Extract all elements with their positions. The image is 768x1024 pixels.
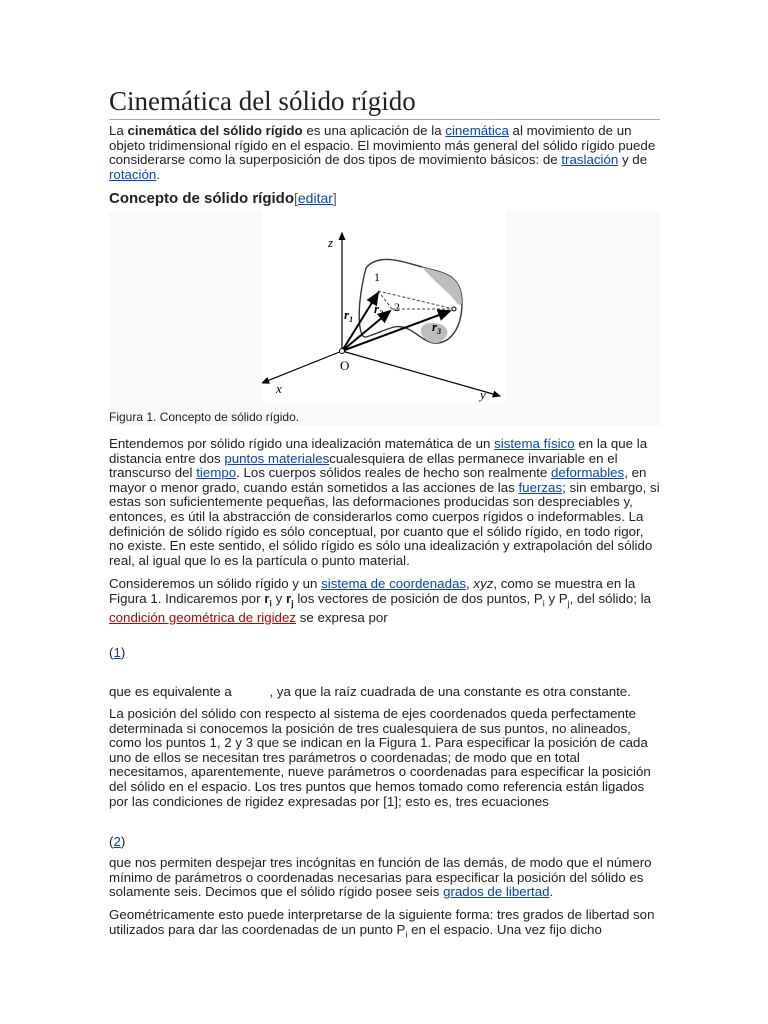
equation-2-link[interactable]: 2 xyxy=(113,834,121,849)
link-puntos-materiales[interactable]: puntos materiales xyxy=(224,450,330,466)
link-traslacion[interactable]: traslación xyxy=(561,152,619,168)
figure-caption: Figura 1. Concepto de sólido rígido. xyxy=(109,410,300,424)
text: La xyxy=(109,123,128,138)
paragraph-definition xyxy=(109,437,660,568)
point-3 xyxy=(452,307,456,311)
paragraph-coordinates xyxy=(109,577,660,625)
text: , del sólido; la xyxy=(569,590,651,606)
r1-label: $r_1$ xyxy=(344,307,354,324)
text: y P xyxy=(544,590,568,606)
y-label: y xyxy=(480,387,486,402)
x-axis xyxy=(262,351,342,383)
text: al movimiento de un objeto tridimensional rígido en el espacio. El movimiento más general del sólido rígido puede considerarse como la superposición de dos tipos de movimiento básicos: de xyxy=(109,123,656,168)
r2-label: $r_2$ xyxy=(374,301,384,318)
text: y xyxy=(271,590,286,606)
origin-point xyxy=(340,349,345,354)
equation-1-link[interactable]: 1 xyxy=(113,645,121,660)
text: es una aplicación de la xyxy=(302,123,446,138)
figure-box xyxy=(109,211,660,426)
text: que es equivalente a xyxy=(109,684,236,699)
subscript: j xyxy=(567,598,570,609)
paragraph-geometric xyxy=(109,908,660,942)
link-rotacion[interactable]: rotación xyxy=(109,166,157,182)
edit-section xyxy=(294,190,337,206)
text: , como se muestra en la Figura 1. Indicaremos por xyxy=(109,576,636,606)
text: , xyxy=(466,576,474,591)
text: Geométricamente esto puede interpretarse de la siguiente forma: tres grados de libertad son utilizados para dar las coordenadas de un punto P xyxy=(109,907,655,937)
text: . xyxy=(156,166,161,182)
subscript: i xyxy=(542,598,545,609)
text: que nos permiten despejar tres incógnitas en función de las demás, de modo que el número mínimo de parámetros o coordenadas necesarias para especificar la posición del sólido es solamente seis. Decimos que el sólido rígido posee seis xyxy=(109,855,652,900)
section-heading xyxy=(109,188,660,209)
r3-label: $r_3$ xyxy=(432,319,442,336)
link-cinematica[interactable]: cinemática xyxy=(445,123,509,138)
link-sistema-coordenadas[interactable]: sistema de coordenadas xyxy=(321,576,467,591)
figure-image xyxy=(262,211,506,403)
rigid-body-diagram xyxy=(262,211,506,403)
equation-2-ref: (2) xyxy=(109,834,126,849)
italic-xyz: xyz xyxy=(473,576,494,591)
text: se expresa por xyxy=(296,609,388,625)
point-1-label: 1 xyxy=(374,270,380,284)
text: Consideremos un sólido rígido y un xyxy=(109,576,322,591)
text: , en mayor o menor grado, cuando están sometidos a las acciones de las xyxy=(109,465,647,495)
text: cualesquiera de ellas permanece invariable en el transcurso del xyxy=(109,450,618,481)
link-fuerzas[interactable]: fuerzas xyxy=(518,479,563,495)
section-title: Concepto de sólido rígido xyxy=(109,190,294,207)
link-sistema-fisico[interactable]: sistema físico xyxy=(494,436,575,451)
text: y de xyxy=(618,152,648,168)
paragraph-degrees xyxy=(109,856,660,900)
text: . xyxy=(549,884,554,900)
y-axis xyxy=(342,351,500,396)
text: los vectores de posición de dos puntos, P xyxy=(293,590,543,606)
text: , ya que la raíz cuadrada de una constante es otra constante. xyxy=(269,684,631,699)
bracket: [ xyxy=(294,190,298,206)
link-grados-libertad[interactable]: grados de libertad xyxy=(443,884,550,900)
text: en la que la distancia entre dos xyxy=(109,436,648,466)
origin-label: O xyxy=(340,358,350,373)
page-title: Cinemática del sólido rígido xyxy=(109,84,660,120)
link-deformables[interactable]: deformables xyxy=(551,465,625,481)
text: ; sin embargo, si estas son suficientemente pequeñas, las deformaciones producidas son despreciables y, entonces, es útil la abstracción de considerarlos como cuerpos rígidos o indeformables. La definición de sólido rígido es sólo conceptual, por cuanto que el sólido rígido, en todo rigor, no existe. En este sentido, el sólido rígido es sólo una idealización y extrapolación del sólido real, al igual que lo es la partícula o punto material. xyxy=(109,479,660,568)
text: Entendemos por sólido rígido una idealización matemática de un xyxy=(109,436,495,451)
z-label: z xyxy=(328,235,334,250)
x-label: x xyxy=(276,381,282,396)
subscript: i xyxy=(405,929,408,940)
edit-link[interactable]: editar xyxy=(297,190,333,206)
equation-1-ref: (1) xyxy=(109,645,126,660)
paragraph-equivalent xyxy=(109,685,660,700)
paragraph-position: La posición del sólido con respecto al sistema de ejes coordenados queda perfectamente determinada si conocemos la posición de tres cualesquiera de sus puntos, no alineados, como los puntos 1, 2 y 3 que se indican en la Figura 1. Para especificar la posición de cada uno de ellos se necesitan tres parámetros o coordenadas; de modo que en total necesitamos, aparentemente, nueve parámetros o coordenadas para especificar la posición del sólido en el espacio. Los tres puntos que hemos tomado como referencia están ligados por las condiciones de rigidez expresadas por [1]; esto es, tres ecuaciones xyxy=(109,706,651,809)
point-2-label: 2 xyxy=(394,300,400,314)
link-tiempo[interactable]: tiempo xyxy=(196,465,237,481)
text: en el espacio. Una vez fijo dicho xyxy=(407,921,602,937)
bold-term: cinemática del sólido rígido xyxy=(127,123,303,138)
text: . Los cuerpos sólidos reales de hecho son realmente xyxy=(236,465,552,481)
intro-paragraph xyxy=(109,124,660,182)
vector-ri: $r_i$ xyxy=(264,590,272,609)
vector-rj: $r_j$ xyxy=(285,590,294,609)
bracket: ] xyxy=(332,190,337,206)
link-condicion-rigidez[interactable]: condición geométrica de rigidez xyxy=(109,609,297,625)
